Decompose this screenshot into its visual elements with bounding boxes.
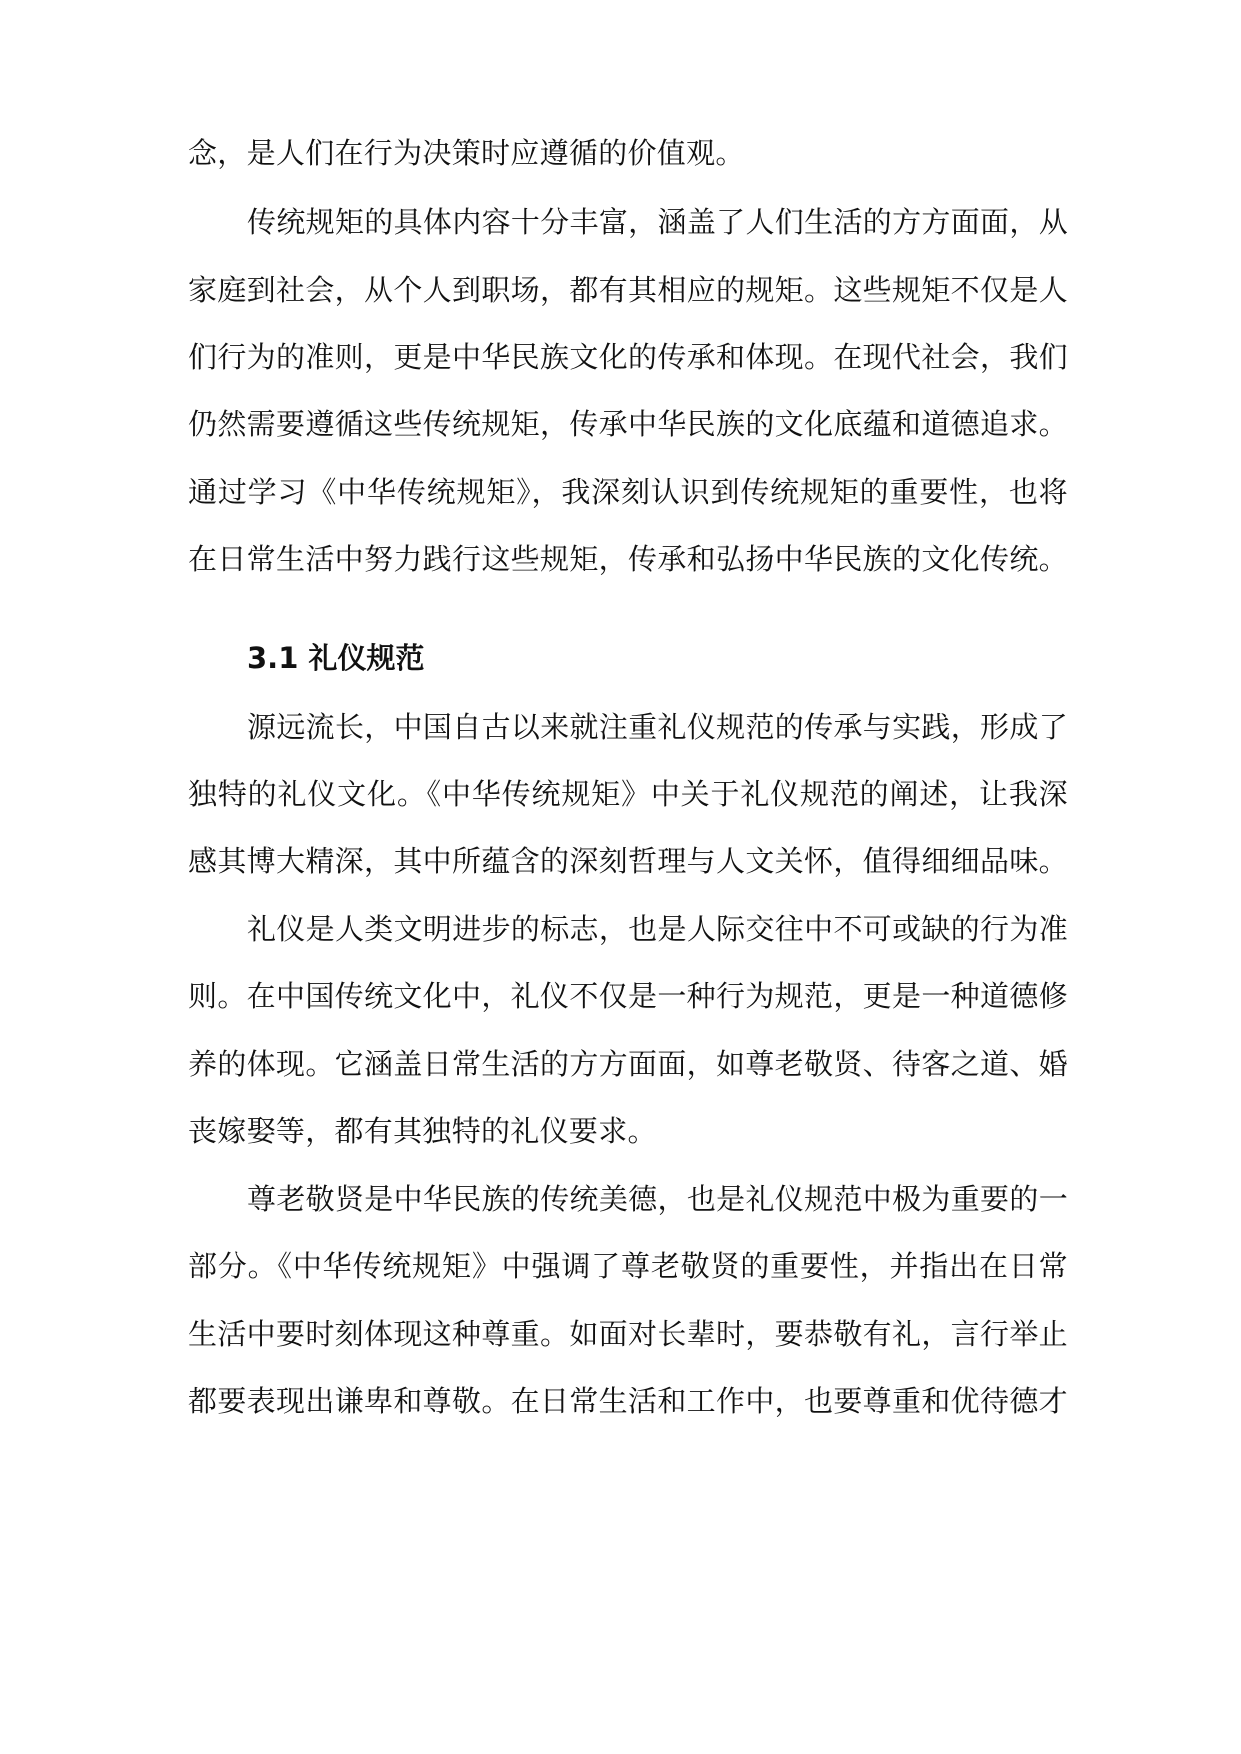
para1-line-3: 们行为的准则，更是中华民族文化的传承和体现。在现代社会，我们 bbox=[188, 340, 1068, 374]
para1-line-1: 传统规矩的具体内容十分丰富，涵盖了人们生活的方方面面，从 bbox=[247, 205, 1068, 239]
para3-line-1: 礼仪是人类文明进步的标志，也是人际交往中不可或缺的行为准 bbox=[247, 912, 1068, 946]
para1-line-4: 仍然需要遵循这些传统规矩，传承中华民族的文化底蕴和道德追求。 bbox=[188, 407, 1068, 441]
para4-line-1: 尊老敬贤是中华民族的传统美德，也是礼仪规范中极为重要的一 bbox=[247, 1182, 1068, 1216]
para4-line-3: 生活中要时刻体现这种尊重。如面对长辈时，要恭敬有礼，言行举止 bbox=[188, 1317, 1068, 1351]
para4-line-4: 都要表现出谦卑和尊敬。在日常生活和工作中，也要尊重和优待德才 bbox=[188, 1384, 1068, 1418]
section-heading: 3.1 礼仪规范 bbox=[247, 641, 425, 675]
para4-line-2: 部分。《中华传统规矩》中强调了尊老敬贤的重要性，并指出在日常 bbox=[188, 1249, 1068, 1283]
para1-line-5: 通过学习《中华传统规矩》，我深刻认识到传统规矩的重要性，也将 bbox=[188, 475, 1068, 509]
para3-line-4: 丧嫁娶等，都有其独特的礼仪要求。 bbox=[188, 1114, 657, 1148]
para2-line-2: 独特的礼仪文化。《中华传统规矩》中关于礼仪规范的阐述，让我深 bbox=[188, 777, 1068, 811]
intro-line-1: 念，是人们在行为决策时应遵循的价值观。 bbox=[188, 136, 745, 170]
para1-line-6: 在日常生活中努力践行这些规矩，传承和弘扬中华民族的文化传统。 bbox=[188, 542, 1068, 576]
para2-line-3: 感其博大精深，其中所蕴含的深刻哲理与人文关怀，值得细细品味。 bbox=[188, 844, 1068, 878]
para1-line-2: 家庭到社会，从个人到职场，都有其相应的规矩。这些规矩不仅是人 bbox=[188, 273, 1068, 307]
para3-line-2: 则。在中国传统文化中，礼仪不仅是一种行为规范，更是一种道德修 bbox=[188, 979, 1068, 1013]
para2-line-1: 源远流长，中国自古以来就注重礼仪规范的传承与实践，形成了 bbox=[247, 710, 1068, 744]
para3-line-3: 养的体现。它涵盖日常生活的方方面面，如尊老敬贤、待客之道、婚 bbox=[188, 1047, 1068, 1081]
